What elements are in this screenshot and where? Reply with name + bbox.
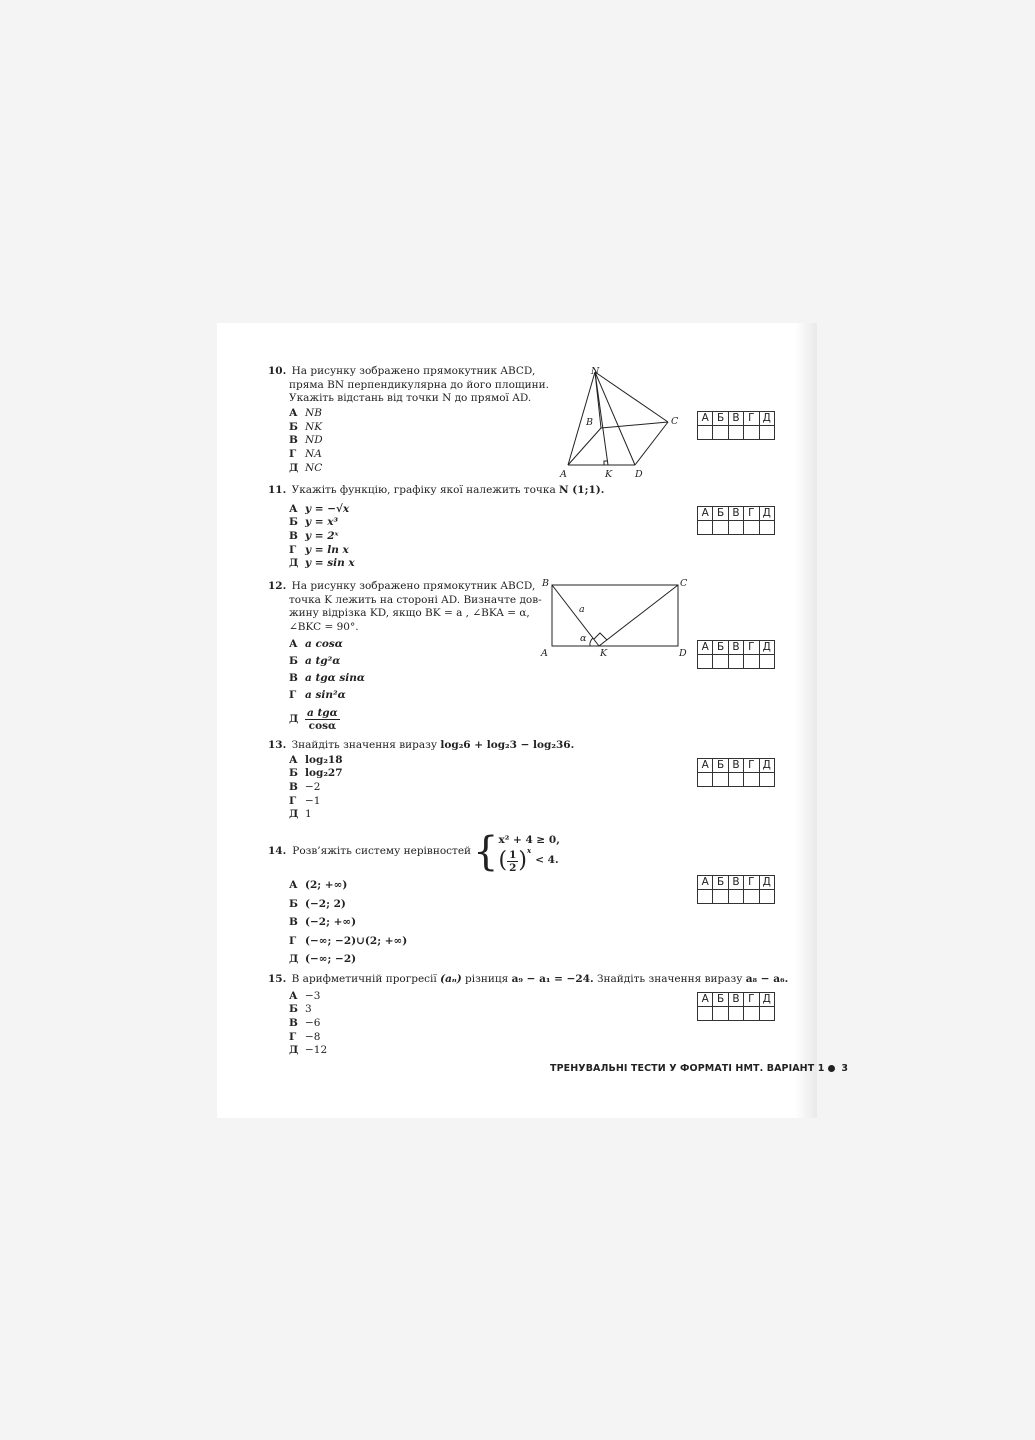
option-text: −1 [305,794,321,807]
answer-letter: В [728,993,743,1007]
answer-grid [697,875,775,904]
option-letter: А [289,989,298,1002]
option [289,935,688,954]
option-text: y = 2ˣ [305,530,339,543]
option [289,544,668,558]
options-list [268,638,543,734]
option [289,462,558,476]
answer-cell[interactable] [744,773,759,787]
question-14 [268,826,688,972]
option [289,655,543,672]
option [289,530,668,544]
option-text: (−∞; −2)∪(2; +∞) [305,934,408,947]
fraction [507,849,518,874]
option-text: NA [305,448,322,461]
figure-label: C [680,578,688,589]
stem-text: Знайдіть значення виразу [597,973,743,985]
fraction-denominator: 2 [509,861,517,874]
answer-letter: Б [713,507,728,521]
option-text: (−2; 2) [305,897,346,910]
question-11-stem [268,484,668,498]
question-12-stem [268,580,543,594]
options-list [268,407,558,475]
stem-line: ∠BKC = 90°. [289,621,359,634]
option-text: NB [305,407,322,420]
option [289,503,668,517]
option-letter: Д [289,461,299,474]
option [289,689,543,706]
answer-cell[interactable] [698,773,713,787]
answer-letter: Д [759,507,774,521]
stem-text: Розв’яжіть систему нерівностей [292,845,472,858]
option [289,953,688,972]
option-letter: А [289,879,298,891]
option-text: NK [305,420,323,433]
answer-cell[interactable] [759,521,774,535]
figure-label: N [591,366,600,377]
answer-cell[interactable] [759,773,774,787]
paren-left: ( [498,848,508,874]
option-letter: Д [289,1044,299,1057]
stem-text: В арифметичній прогресії [291,973,437,985]
answer-cell[interactable] [759,655,774,669]
option [289,795,668,809]
answer-cell[interactable] [728,655,743,669]
question-10 [268,365,558,476]
option [289,754,668,768]
option [289,434,558,448]
answer-grid [697,992,775,1021]
figure-label: B [542,578,549,589]
answer-cell[interactable] [744,426,759,440]
option-letter: Г [289,934,297,947]
option-letter: А [289,502,298,515]
option-letter: А [289,407,298,420]
answer-letter: В [728,876,743,890]
inequality-rhs: < 4. [535,854,559,867]
option-letter: Б [289,516,298,529]
option [289,781,668,795]
option-text: 3 [305,1003,312,1016]
answer-cell[interactable] [759,890,774,904]
option-letter: Д [289,953,299,965]
answer-cell[interactable] [698,655,713,669]
option-text: −2 [305,781,321,794]
answer-letter: Б [713,759,728,773]
answer-cell[interactable] [698,890,713,904]
option-letter: Г [289,1030,297,1043]
answer-cell[interactable] [713,1007,728,1021]
answer-cell[interactable] [744,655,759,669]
option-text: y = ln x [305,543,349,556]
answer-letter: Г [744,876,759,890]
stem-line: Укажіть відстань від точки N до прямої AD. [289,392,532,405]
figure-label: A [541,648,548,659]
expression: a₈ − a₆. [745,973,789,985]
option-text: log₂27 [305,767,343,780]
answer-cell[interactable] [728,773,743,787]
options-list [268,754,668,822]
option-letter: Д [289,712,299,725]
option-letter: Б [289,654,298,667]
option-letter: Б [289,420,298,433]
option [289,1031,768,1045]
option-letter: В [289,434,298,447]
question-14-stem [268,826,688,878]
figure-label: C [671,416,679,427]
options-list [268,879,688,972]
question-number: 12. [268,580,287,592]
question-13 [268,739,668,822]
page-edge-shadow [795,323,817,1118]
option-text: −8 [305,1030,321,1043]
option [289,557,668,571]
option-letter: Б [289,1003,298,1016]
question-12 [268,580,543,734]
option [289,808,668,822]
answer-cell[interactable] [698,1007,713,1021]
answer-letter: Б [713,876,728,890]
answer-letter: Г [744,507,759,521]
answer-letter: Д [759,412,774,426]
option-letter: В [289,916,298,928]
inequality-2: ( $\frac{1}{2}$ ) x < 4. [498,845,559,874]
option-letter: Д [289,808,299,821]
answer-cell[interactable] [759,426,774,440]
answer-cell[interactable] [713,426,728,440]
option [289,916,688,935]
answer-cell[interactable] [728,521,743,535]
answer-letter: А [698,412,713,426]
answer-grid [697,506,775,535]
option [289,767,668,781]
answer-letter: Д [759,993,774,1007]
answer-letter: В [728,412,743,426]
option-letter: А [289,637,298,650]
stem-text: різниця [465,973,509,985]
option-text: 1 [305,808,312,821]
answer-letter: А [698,641,713,655]
answer-letter: Г [744,759,759,773]
answer-cell[interactable] [698,521,713,535]
figure-label: K [600,648,608,659]
answer-letter: Д [759,759,774,773]
option-text: a tg²α [305,654,341,667]
option [289,421,558,435]
option-letter: В [289,671,298,684]
option [289,448,558,462]
question-number: 13. [268,739,287,751]
answer-letter: А [698,876,713,890]
pyramid-figure [555,362,690,482]
answer-letter: В [728,641,743,655]
rectangle-figure [538,575,693,663]
option [289,638,543,655]
figure-label: a [579,604,585,615]
answer-letter: Б [713,641,728,655]
option-text: log₂18 [305,753,343,766]
answer-grid [697,758,775,787]
answer-cell[interactable] [744,890,759,904]
question-number: 10. [268,365,287,377]
option [289,898,688,917]
inequality-system [499,831,560,874]
answer-cell[interactable] [713,655,728,669]
answer-letter: В [728,507,743,521]
option-text: (2; +∞) [305,879,348,891]
option-text: −6 [305,1017,321,1030]
option-text: a tgα sinα [305,671,366,684]
answer-cell[interactable] [698,426,713,440]
figure-label: α [580,633,587,644]
answer-grid [697,640,775,669]
option [289,672,543,689]
question-15 [268,973,789,1058]
stem-line: На рисунку зображено прямокутник ABCD, [291,580,536,592]
answer-letter: А [698,759,713,773]
paren-right: ) [518,848,527,874]
answer-cell[interactable] [744,1007,759,1021]
option-letter: В [289,781,298,794]
sequence-notation: (aₙ) [440,973,462,985]
question-13-stem [268,739,668,753]
question-11 [268,484,668,571]
figure-label: A [560,469,567,480]
stem-line: жину відрізка KD, якщо BK = a , ∠BKA = α, [289,607,530,620]
figure-label: B [586,417,593,428]
option-text: y = x³ [305,516,339,529]
option-letter: Г [289,688,297,701]
option-letter: В [289,1017,298,1030]
option-letter: Б [289,767,298,780]
stem-text: Укажіть функцію, графіку якої належить точка [291,484,556,496]
answer-letter: Д [759,641,774,655]
question-number: 15. [268,973,287,985]
option-text: a cosα [305,637,343,650]
answer-letter: В [728,759,743,773]
point-text: N (1;1). [559,484,605,496]
option-text: y = sin x [305,557,355,570]
fraction [305,707,340,732]
answer-cell[interactable] [744,521,759,535]
option-text: (−2; +∞) [305,916,357,928]
option-text: (−∞; −2) [305,953,357,965]
figure-label: D [635,469,643,480]
fraction-denominator: cosα [308,720,337,733]
option-text: a sin²α [305,688,346,701]
option-letter: А [289,753,298,766]
stem-text: Знайдіть значення виразу [291,739,438,751]
option-letter: Г [289,448,297,461]
difference-expression: a₉ − a₁ = −24. [511,973,594,985]
option-text: −3 [305,989,321,1002]
answer-letter: А [698,993,713,1007]
options-list [268,990,768,1058]
question-number: 14. [268,845,287,858]
question-number: 11. [268,484,287,496]
option-letter: Б [289,897,298,910]
option [289,706,543,734]
answer-cell[interactable] [759,1007,774,1021]
answer-cell[interactable] [713,521,728,535]
option [289,407,558,421]
page-number: 3 [841,1063,849,1074]
stem-line: пряма BN перпендикулярна до його площини. [289,378,549,391]
option-text: −12 [305,1044,328,1057]
options-list [268,503,668,571]
figure-label: K [605,469,613,480]
option-text: NC [305,461,323,474]
answer-letter: Б [713,412,728,426]
option-text: y = −√x [305,502,350,515]
option-letter: Д [289,557,299,570]
answer-letter: Д [759,876,774,890]
question-10-stem [268,365,558,379]
answer-letter: Г [744,641,759,655]
answer-grid [697,411,775,440]
answer-cell[interactable] [713,773,728,787]
question-15-stem [268,973,789,987]
answer-letter: Г [744,412,759,426]
inequality-1: x² + 4 ≥ 0, [498,833,560,846]
answer-cell[interactable] [713,890,728,904]
option-letter: Г [289,543,297,556]
answer-cell[interactable] [728,890,743,904]
stem-line: точка K лежить на стороні AD. Визначте дов- [289,593,542,606]
bullet-dot-icon [828,1065,835,1072]
fraction-numerator: a tgα [307,707,338,720]
answer-letter: Б [713,993,728,1007]
option [289,1044,768,1058]
page-footer [550,1063,848,1074]
system-brace: { [473,829,499,875]
footer-title: ТРЕНУВАЛЬНІ ТЕСТИ У ФОРМАТІ НМТ. ВАРІАНТ 1 [550,1063,825,1074]
answer-letter: А [698,507,713,521]
figure-label: D [679,648,687,659]
answer-cell[interactable] [728,1007,743,1021]
option-letter: Г [289,794,297,807]
option [289,516,668,530]
stem-line: На рисунку зображено прямокутник ABCD, [291,365,536,377]
fraction-numerator: 1 [509,848,517,861]
option-text: ND [305,434,323,447]
option [289,879,688,898]
option-letter: В [289,530,298,543]
answer-cell[interactable] [728,426,743,440]
expression: log₂6 + log₂3 − log₂36. [440,739,575,751]
answer-letter: Г [744,993,759,1007]
